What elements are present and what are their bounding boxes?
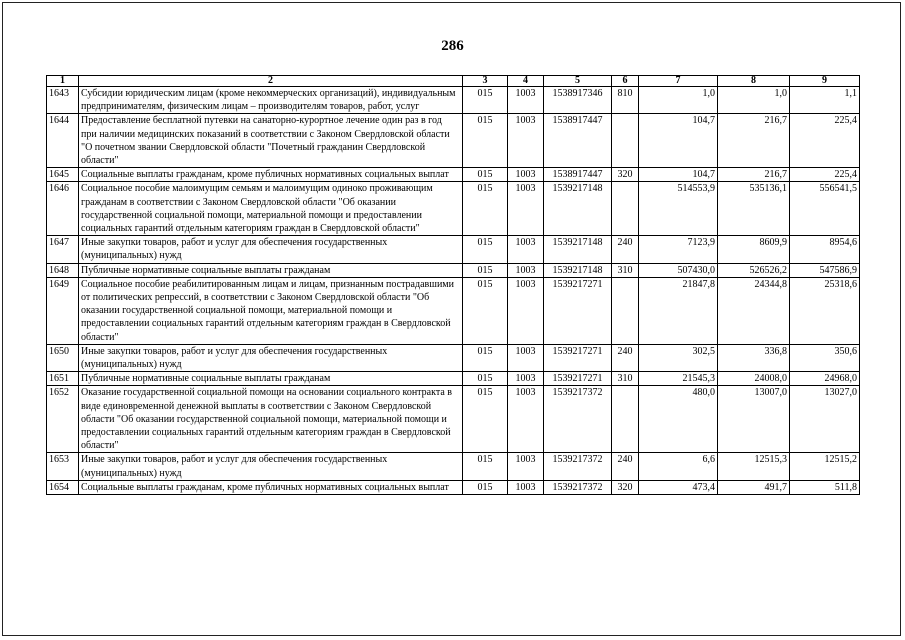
row-col5: 1539217271 [544,372,612,386]
table-row [47,277,860,344]
budget-table [46,75,860,495]
row-name: Предоставление бесплатной путевки на санаторно-курортное лечение один раз в год при наличии медицинских показаний в соответствии с Законом Свердловской области "О почетном звании Свердловской области "Почетный гражданин Свердловской области" [79,114,463,168]
row-value-9: 12515,2 [790,453,860,480]
row-col5: 1539217372 [544,453,612,480]
row-value-9: 25318,6 [790,277,860,344]
row-col3: 015 [463,453,508,480]
row-name: Оказание государственной социальной помощи на основании социального контракта в виде единовременной денежной выплаты в соответствии с Законом Свердловской области "Об оказании государственной социальной помощи, материальной помощи и предоставлении социальных гарантий отдельным категориям граждан в Свердловской области" [79,386,463,453]
row-number: 1652 [47,386,79,453]
row-name: Социальное пособие реабилитированным лицам и лицам, признанным пострадавшими от политических репрессий, в соответствии с Законом Свердловской области "Об оказании государственной социальной помощи, материальной помощи и предоставлении социальных гарантий отдельным категориям граждан в Свердловской области" [79,277,463,344]
row-value-7: 7123,9 [639,236,718,263]
row-col4: 1003 [508,236,544,263]
row-name: Иные закупки товаров, работ и услуг для обеспечения государственных (муниципальных) нужд [79,453,463,480]
row-name: Публичные нормативные социальные выплаты гражданам [79,263,463,277]
row-col5: 1539217271 [544,344,612,371]
row-col3: 015 [463,168,508,182]
page-number: 286 [441,38,464,54]
row-col3: 015 [463,236,508,263]
row-col3: 015 [463,372,508,386]
row-value-7: 104,7 [639,114,718,168]
row-value-8: 8609,9 [718,236,790,263]
row-col6: 310 [612,372,639,386]
row-col6: 320 [612,480,639,494]
row-col6 [612,386,639,453]
row-value-7: 104,7 [639,168,718,182]
row-col6: 320 [612,168,639,182]
row-number: 1646 [47,182,79,236]
row-name: Субсидии юридическим лицам (кроме некоммерческих организаций), индивидуальным предпринимателям, физическим лицам – производителям товаров, работ, услуг [79,87,463,114]
row-name: Социальное пособие малоимущим семьям и малоимущим одиноко проживающим гражданам в соответствии с Законом Свердловской области "Об оказании государственной социальной помощи, материальной помощи и предоставлении социальных гарантий отдельным категориям граждан в Свердловской области" [79,182,463,236]
row-value-8: 216,7 [718,168,790,182]
row-value-7: 21847,8 [639,277,718,344]
row-col4: 1003 [508,344,544,371]
column-header-8: 8 [718,76,790,87]
column-header-1: 1 [47,76,79,87]
row-col6: 240 [612,453,639,480]
row-value-9: 225,4 [790,168,860,182]
table-row [47,87,860,114]
column-header-3: 3 [463,76,508,87]
row-value-9: 1,1 [790,87,860,114]
row-col5: 1539217148 [544,236,612,263]
row-col5: 1539217372 [544,386,612,453]
row-col6 [612,277,639,344]
row-col4: 1003 [508,386,544,453]
row-col3: 015 [463,263,508,277]
row-value-8: 13007,0 [718,386,790,453]
table-body [47,87,860,495]
row-value-9: 8954,6 [790,236,860,263]
row-value-7: 21545,3 [639,372,718,386]
row-number: 1644 [47,114,79,168]
row-value-7: 6,6 [639,453,718,480]
row-number: 1653 [47,453,79,480]
row-value-7: 302,5 [639,344,718,371]
row-col4: 1003 [508,372,544,386]
row-number: 1651 [47,372,79,386]
row-col4: 1003 [508,182,544,236]
row-col3: 015 [463,182,508,236]
row-col3: 015 [463,386,508,453]
row-name: Социальные выплаты гражданам, кроме публичных нормативных социальных выплат [79,480,463,494]
row-col5: 1539217372 [544,480,612,494]
row-col4: 1003 [508,168,544,182]
table-row [47,236,860,263]
row-value-9: 24968,0 [790,372,860,386]
table-row [47,372,860,386]
table-row [47,114,860,168]
row-col3: 015 [463,114,508,168]
table-row [47,263,860,277]
row-number: 1647 [47,236,79,263]
row-number: 1643 [47,87,79,114]
row-value-7: 507430,0 [639,263,718,277]
row-value-9: 556541,5 [790,182,860,236]
row-col4: 1003 [508,114,544,168]
row-col4: 1003 [508,87,544,114]
table-row [47,453,860,480]
row-col5: 1539217271 [544,277,612,344]
row-col6: 810 [612,87,639,114]
column-header-7: 7 [639,76,718,87]
table-row [47,344,860,371]
row-name: Публичные нормативные социальные выплаты гражданам [79,372,463,386]
row-number: 1654 [47,480,79,494]
row-col3: 015 [463,87,508,114]
row-value-8: 216,7 [718,114,790,168]
row-col6 [612,114,639,168]
row-number: 1645 [47,168,79,182]
table-row [47,480,860,494]
row-col3: 015 [463,344,508,371]
row-value-7: 1,0 [639,87,718,114]
row-value-8: 1,0 [718,87,790,114]
header-row [47,76,860,87]
table-row [47,168,860,182]
row-value-8: 12515,3 [718,453,790,480]
column-header-2: 2 [79,76,463,87]
row-value-9: 225,4 [790,114,860,168]
row-number: 1650 [47,344,79,371]
row-col5: 1538917346 [544,87,612,114]
row-name: Социальные выплаты гражданам, кроме публичных нормативных социальных выплат [79,168,463,182]
row-col5: 1539217148 [544,263,612,277]
row-col5: 1538917447 [544,114,612,168]
row-value-9: 547586,9 [790,263,860,277]
table-row [47,386,860,453]
row-value-7: 514553,9 [639,182,718,236]
row-value-9: 350,6 [790,344,860,371]
row-col3: 015 [463,277,508,344]
row-number: 1649 [47,277,79,344]
row-number: 1648 [47,263,79,277]
row-value-8: 535136,1 [718,182,790,236]
row-name: Иные закупки товаров, работ и услуг для обеспечения государственных (муниципальных) нужд [79,344,463,371]
column-header-6: 6 [612,76,639,87]
row-col3: 015 [463,480,508,494]
row-col4: 1003 [508,453,544,480]
row-value-8: 24344,8 [718,277,790,344]
column-header-5: 5 [544,76,612,87]
row-col4: 1003 [508,480,544,494]
row-col6: 240 [612,236,639,263]
row-col5: 1538917447 [544,168,612,182]
column-header-4: 4 [508,76,544,87]
row-col5: 1539217148 [544,182,612,236]
row-col4: 1003 [508,277,544,344]
row-value-9: 13027,0 [790,386,860,453]
row-col6: 310 [612,263,639,277]
row-value-7: 473,4 [639,480,718,494]
row-value-7: 480,0 [639,386,718,453]
table-row [47,182,860,236]
row-value-8: 526526,2 [718,263,790,277]
row-value-8: 24008,0 [718,372,790,386]
row-value-8: 491,7 [718,480,790,494]
column-header-9: 9 [790,76,860,87]
row-name: Иные закупки товаров, работ и услуг для обеспечения государственных (муниципальных) нужд [79,236,463,263]
row-value-8: 336,8 [718,344,790,371]
row-value-9: 511,8 [790,480,860,494]
row-col6: 240 [612,344,639,371]
row-col6 [612,182,639,236]
row-col4: 1003 [508,263,544,277]
